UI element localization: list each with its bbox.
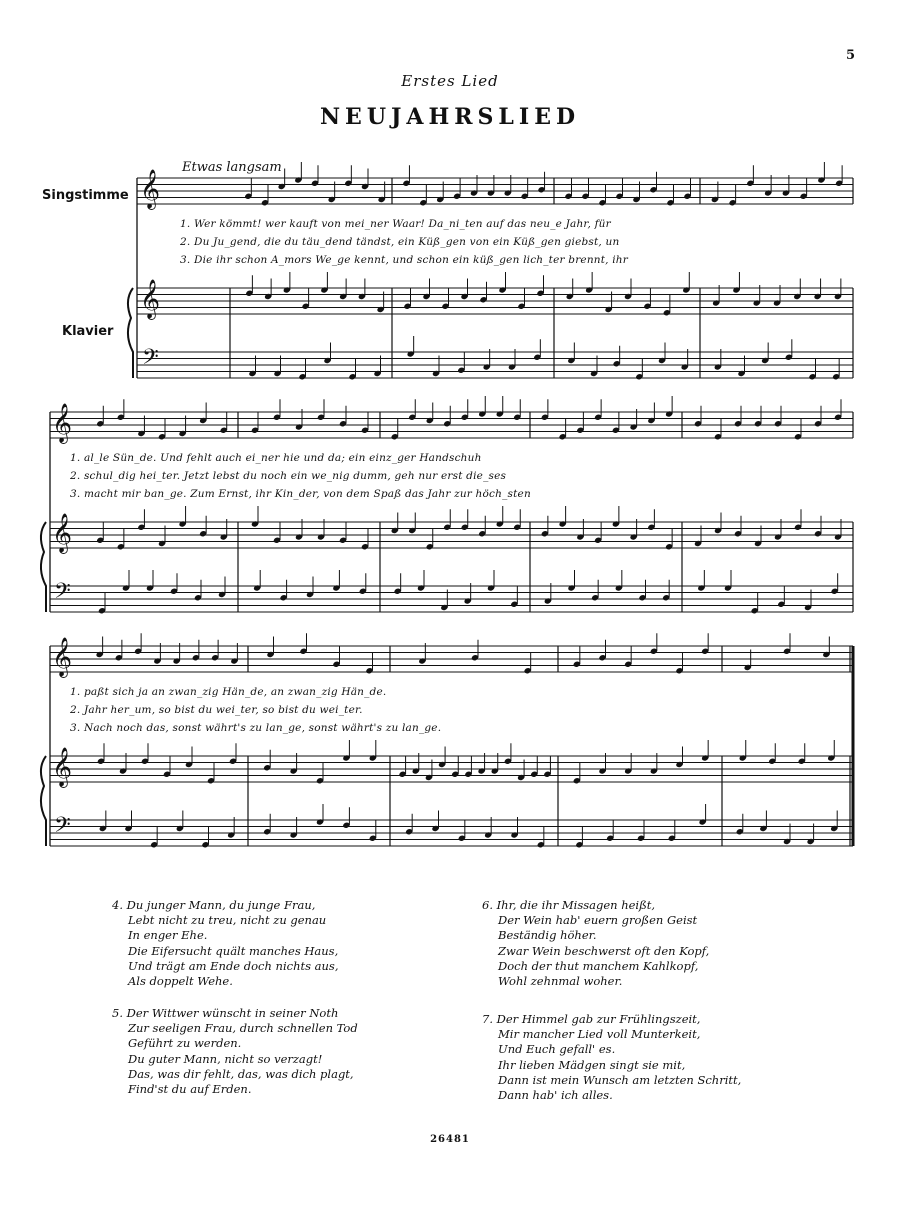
- lyric-line: 1. paßt sich ja an zwan_zig Hän_de, an zwan_zig Hän_de.: [70, 686, 387, 698]
- piano-brace: [41, 756, 46, 846]
- verse-7: 7. Der Himmel gab zur Frühlingszeit, Mir mancher Lied voll Munterkeit, Und Euch gefall' es. Ihr lieben Mädgen singt sie mit, Dann ist mein Wunsch am letzten Schritt, Dann hab' ich alles.: [482, 1012, 742, 1103]
- lyric-line: 2. Du Ju_gend, die du täu_dend tändst, ein Küß_gen von ein Küß_gen giebst, un: [180, 236, 620, 248]
- treble-clef: 𝄞: [52, 637, 73, 677]
- treble-clef: 𝄞: [52, 747, 73, 787]
- song-title: NEUJAHRSLIED: [319, 104, 581, 130]
- tempo-marking: Etwas langsam: [182, 160, 282, 175]
- instrument-label-voice: Singstimme: [42, 188, 129, 203]
- treble-clef: 𝄞: [52, 403, 73, 443]
- treble-clef: 𝄞: [140, 279, 161, 319]
- lyric-line: 3. Nach noch das, sonst währt's zu lan_ge, sonst währt's zu lan_ge.: [70, 722, 442, 734]
- lyric-line: 1. Wer kömmt! wer kauft von mei_ner Waar! Da_ni_ten auf das neu_e Jahr, für: [180, 218, 611, 230]
- plate-number: 26481: [430, 1134, 470, 1145]
- song-subtitle: Erstes Lied: [401, 72, 499, 90]
- piano-brace: [128, 288, 133, 378]
- verse-6: 6. Ihr, die ihr Missagen heißt, Der Wein hab' euern großen Geist Beständig höher. Zwar Wein beschwerst oft den Kopf, Doch der thut manchem Kahlkopf, Wohl zehnmal woher.: [482, 898, 710, 989]
- lyric-line: 1. al_le Sün_de. Und fehlt auch ei_ner hie und da; ein einz_ger Handschuh: [70, 452, 482, 464]
- piano-brace: [41, 522, 46, 612]
- verse-5: 5. Der Wittwer wünscht in seiner Noth Zur seeligen Frau, durch schnellen Tod Geführt zu werden. Du guter Mann, nicht so verzagt! Das, was dir fehlt, das, was dich plagt, Find'st du auf Erden.: [112, 1006, 358, 1097]
- page-number: 5: [846, 48, 856, 63]
- lyric-line: 3. Die ihr schon A_mors We_ge kennt, und schon ein küß_gen lich_ter brennt, ihr: [180, 254, 628, 266]
- lyric-line: 2. schul_dig hei_ter. Jetzt lebst du noch ein we_nig dumm, geh nur erst die_ses: [70, 470, 507, 482]
- treble-clef: 𝄞: [52, 513, 73, 553]
- lyric-line: 3. macht mir ban_ge. Zum Ernst, ihr Kin_der, von dem Spaß das Jahr zur höch_sten: [70, 488, 531, 500]
- bass-clef: 𝄢: [54, 579, 71, 609]
- verse-4: 4. Du junger Mann, du junge Frau, Lebt nicht zu treu, nicht zu genau In enger Ehe. Die Eifersucht quält manches Haus, Und trägt am Ende doch nichts aus, Als doppelt Wehe.: [112, 898, 339, 989]
- treble-clef: 𝄞: [140, 169, 161, 209]
- bass-clef: 𝄢: [142, 345, 159, 375]
- instrument-label-piano: Klavier: [62, 324, 114, 339]
- bass-clef: 𝄢: [54, 813, 71, 843]
- lyric-line: 2. Jahr her_um, so bist du wei_ter, so bist du wei_ter.: [70, 704, 363, 716]
